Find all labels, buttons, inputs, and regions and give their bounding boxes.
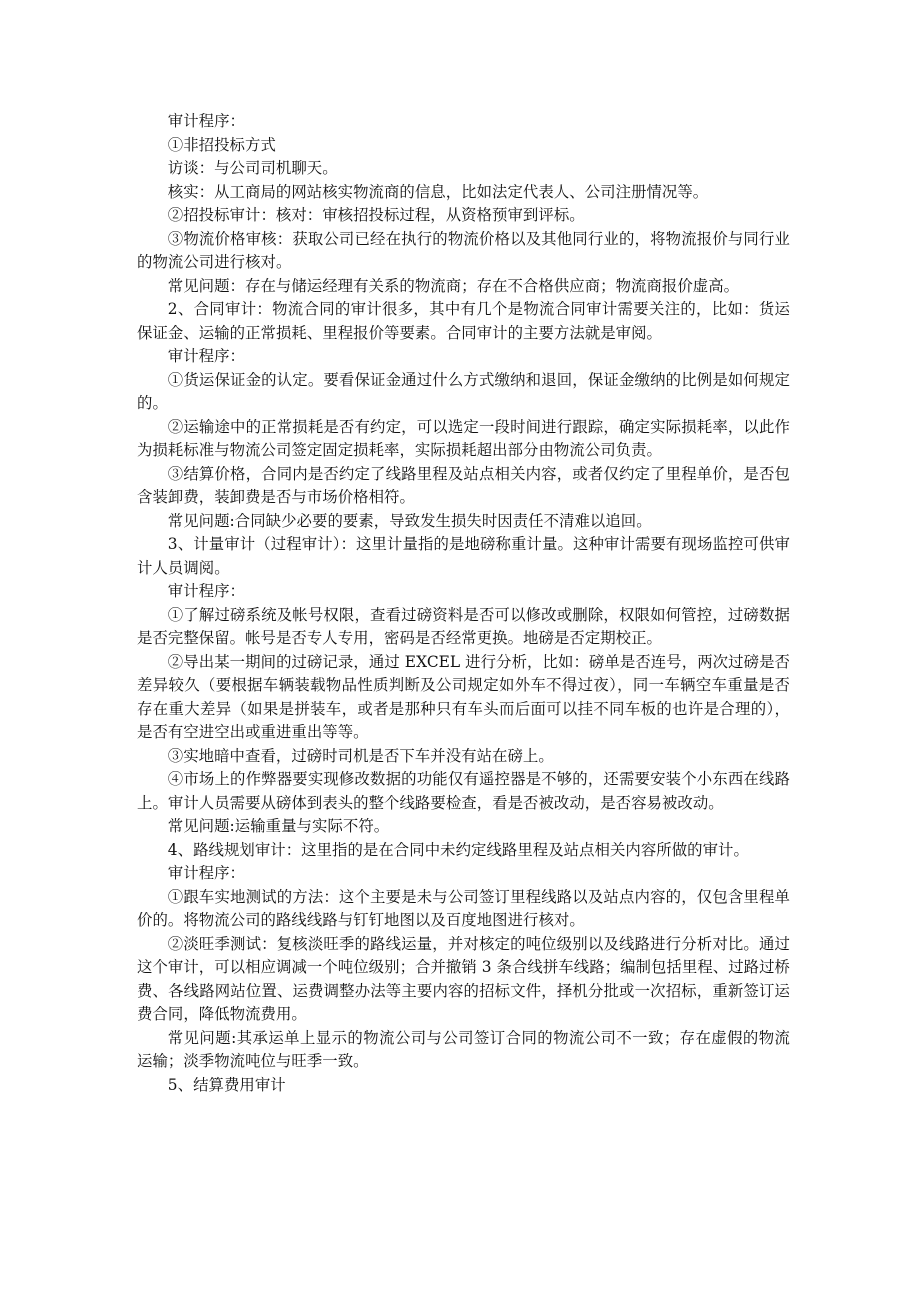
paragraph-tender-audit: ②招投标审计：核对：审核招投标过程，从资格预审到评标。 <box>167 206 585 224</box>
paragraph-route-planning-audit: 4、路线规划审计：这里指的是在合同中未约定线路里程及站点相关内容所做的审计。 <box>167 840 749 859</box>
paragraph-common-issues-2: 常见问题:合同缺少必要的要素，导致发生损失时因责任不清难以追回。 <box>167 511 652 530</box>
paragraph-metering-audit: 3、计量审计（过程审计）：这里计量指的是地磅称重计量。这种审计需要有现场监控可供审计人员调阅。 <box>137 535 790 577</box>
paragraph-settlement-price: ③结算价格，合同内是否约定了线路里程及站点相关内容，或者仅约定了里程单价，是否包含装卸费，装卸费是否与市场价格相符。 <box>137 464 790 506</box>
paragraph-deposit: ①货运保证金的认定。要看保证金通过什么方式缴纳和退回，保证金缴纳的比例是如何规定的。 <box>137 370 790 412</box>
paragraph-audit-procedure-heading-3: 审计程序： <box>167 582 246 600</box>
paragraph-weighing-system: ①了解过磅系统及帐号权限，查看过磅资料是否可以修改或删除，权限如何管控，过磅数据是否完整保留。帐号是否专人专用，密码是否经常更换。地磅是否定期校正。 <box>137 605 790 647</box>
paragraph-verification: 核实：从工商局的网站核实物流商的信息，比如法定代表人、公司注册情况等。 <box>167 182 709 201</box>
paragraph-onsite-check: ③实地暗中查看，过磅时司机是否下车并没有站在磅上。 <box>167 746 554 765</box>
paragraph-audit-procedure-heading-2: 审计程序： <box>167 347 246 365</box>
paragraph-normal-loss: ②运输途中的正常损耗是否有约定，可以选定一段时间进行跟踪，确定实际损耗率，以此作为损耗标准与物流公司签定固定损耗率，实际损耗超出部分由物流公司负责。 <box>137 417 790 459</box>
paragraph-audit-procedure-heading-1: 审计程序： <box>167 112 246 130</box>
paragraph-non-tender-method: ①非招投标方式 <box>167 135 276 154</box>
document-body <box>137 110 790 1097</box>
paragraph-weighing-records: ②导出某一期间的过磅记录，通过 EXCEL 进行分析，比如：磅单是否连号，两次过磅是否差异较久（要根据车辆装载物品性质判断及公司规定如外车不得过夜），同一车辆空车重量是否存在重大差异（如果是拼装车，或者是那种只有车头而后面可以挂不同车板的也许是合理的），是否有空进空出或重进重出等等。 <box>137 652 790 741</box>
paragraph-common-issues-3: 常见问题:运输重量与实际不符。 <box>167 817 390 835</box>
paragraph-common-issues-1: 常见问题：存在与储运经理有关系的物流商；存在不合格供应商；物流商报价虚高。 <box>167 276 740 295</box>
paragraph-price-review: ③物流价格审核：获取公司已经在执行的物流价格以及其他同行业的，将物流报价与同行业的物流公司进行核对。 <box>137 229 790 271</box>
paragraph-follow-vehicle-test: ①跟车实地测试的方法：这个主要是未与公司签订里程线路以及站点内容的，仅包含里程单价的。将物流公司的路线线路与钉钉地图以及百度地图进行核对。 <box>137 887 790 929</box>
paragraph-settlement-fee-audit: 5、结算费用审计 <box>167 1075 286 1094</box>
paragraph-audit-procedure-heading-4: 审计程序： <box>167 864 246 882</box>
paragraph-season-test: ②淡旺季测试：复核淡旺季的路线运量，并对核定的吨位级别以及线路进行分析对比。通过这个审计，可以相应调减一个吨位级别；合并撤销 3 条合线拼车线路；编制包括里程、过路过桥费、各线路网站位置、运费调整办法等主要内容的招标文件，择机分批或一次招标，重新签订运费合同，降低物流费用。 <box>137 934 790 1023</box>
paragraph-common-issues-4: 常见问题:其承运单上显示的物流公司与公司签订合同的物流公司不一致；存在虚假的物流运输；淡季物流吨位与旺季一致。 <box>137 1028 790 1070</box>
paragraph-contract-audit: 2、合同审计：物流合同的审计很多，其中有几个是物流合同审计需要关注的，比如：货运保证金、运输的正常损耗、里程报价等要素。合同审计的主要方法就是审阅。 <box>137 300 790 342</box>
paragraph-interview: 访谈：与公司司机聊天。 <box>167 159 338 177</box>
paragraph-cheating-device: ④市场上的作弊器要实现修改数据的功能仅有遥控器是不够的，还需要安装个小东西在线路上。审计人员需要从磅体到表头的整个线路要检查，看是否被改动，是否容易被改动。 <box>137 770 790 812</box>
